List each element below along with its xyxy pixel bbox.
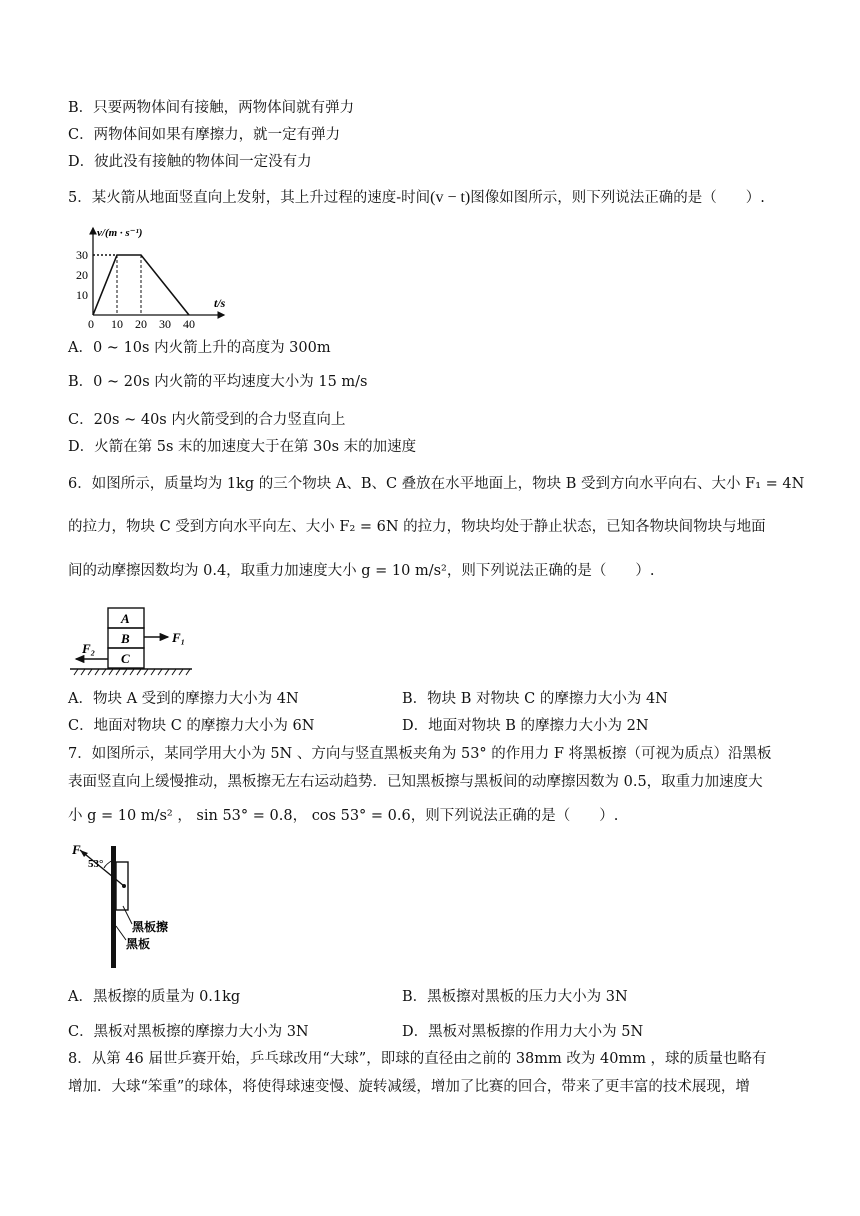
y-tick-10: 10 — [76, 288, 88, 302]
board-leader — [116, 926, 126, 940]
q4-option-b: B．只要两物体间有接触，两物体间就有弹力 — [68, 100, 355, 116]
q7-option-b: B．黑板擦对黑板的压力大小为 3N — [402, 989, 628, 1005]
q6-stem-line3: 间的动摩擦因数均为 0.4，取重力加速度大小 g = 10 m/s²，则下列说法正确的是（ ）. — [68, 563, 655, 579]
board-label: 黑板 — [126, 937, 151, 951]
q7-eraser-figure — [66, 840, 206, 970]
force-f1-label: F₁ — [172, 630, 186, 645]
q5-option-a: A．0 ~ 10s 内火箭上升的高度为 300m — [68, 340, 331, 356]
q7-option-d: D．黑板对黑板擦的作用力大小为 5N — [402, 1024, 644, 1040]
q6-blocks-figure — [66, 600, 206, 678]
q6-option-d: D．地面对物块 B 的摩擦力大小为 2N — [402, 718, 649, 734]
origin-label: 0 — [88, 317, 94, 331]
blackboard — [111, 846, 116, 968]
q6-option-b: B．物块 B 对物块 C 的摩擦力大小为 4N — [402, 691, 668, 707]
q4-option-d: D．彼此没有接触的物体间一定没有力 — [68, 154, 312, 170]
q8-stem-line2: 增加．大球“笨重”的球体，将使得球速变慢、旋转减缓，增加了比赛的回合，带来了更丰富的技术展现，增 — [68, 1079, 750, 1095]
q5-stem-part2: 图像如图所示，则下列说法正确的是（ ）. — [470, 190, 765, 206]
q7-stem-line2: 表面竖直向上缓慢推动，黑板擦无左右运动趋势．已知黑板擦与黑板间的动摩擦因数为 0.5，取重力加速度大 — [68, 774, 763, 790]
q5-option-c: C．20s ~ 40s 内火箭受到的合力竖直向上 — [68, 412, 346, 428]
force-f2-label: F₂ — [82, 641, 96, 656]
x-tick-10: 10 — [111, 317, 123, 331]
q6-stem-line1: 6．如图所示，质量均为 1kg 的三个物块 A、B、C 叠放在水平地面上，物块 B 受到方向水平向右、大小 F₁ = 4N — [68, 476, 805, 492]
ground-hatch — [74, 669, 190, 675]
q7-option-c: C．黑板对黑板擦的摩擦力大小为 3N — [68, 1024, 309, 1040]
eraser-label: 黑板擦 — [132, 920, 169, 934]
label-a: A — [121, 611, 130, 626]
q5-option-b: B．0 ~ 20s 内火箭的平均速度大小为 15 m/s — [68, 374, 368, 390]
force-f-label: F — [72, 842, 81, 857]
y-axis-label: v/(m · s⁻¹) — [97, 227, 143, 239]
q5-stem-math: (v − t) — [430, 189, 471, 206]
x-axis-label: t/s — [214, 296, 226, 310]
label-b: B — [121, 631, 130, 646]
x-tick-20: 20 — [135, 317, 147, 331]
q7-stem-line3: 小 g = 10 m/s² ， sin 53° = 0.8， cos 53° = 0.6，则下列说法正确的是（ ）. — [68, 808, 619, 824]
q7-option-a: A．黑板擦的质量为 0.1kg — [68, 989, 241, 1005]
q6-stem-line2: 的拉力，物块 C 受到方向水平向左、大小 F₂ = 6N 的拉力，物块均处于静止状态，已知各物块间物块与地面 — [68, 519, 766, 535]
q5-vt-graph — [66, 222, 236, 332]
q5-option-d: D．火箭在第 5s 末的加速度大于在第 30s 末的加速度 — [68, 439, 417, 455]
q6-option-c: C．地面对物块 C 的摩擦力大小为 6N — [68, 718, 315, 734]
q7-stem-line1: 7．如图所示，某同学用大小为 5N 、方向与竖直黑板夹角为 53° 的作用力 F 将黑板擦（可视为质点）沿黑板 — [68, 746, 772, 762]
q5-stem-part1: 5．某火箭从地面竖直向上发射，其上升过程的速度-时间 — [68, 190, 431, 206]
x-tick-30: 30 — [159, 317, 171, 331]
y-tick-30: 30 — [76, 248, 88, 262]
q6-option-a: A．物块 A 受到的摩擦力大小为 4N — [68, 691, 299, 707]
angle-label: 53° — [88, 858, 104, 870]
q4-option-c: C．两物体间如果有摩擦力，就一定有弹力 — [68, 127, 341, 143]
q5-stem — [68, 188, 765, 208]
x-tick-40: 40 — [183, 317, 195, 331]
label-c: C — [121, 651, 130, 666]
q8-stem-line1: 8．从第 46 届世乒赛开始，乒乓球改用“大球”，即球的直径由之前的 38mm 改为 40mm ，球的质量也略有 — [68, 1051, 767, 1067]
y-tick-20: 20 — [76, 268, 88, 282]
